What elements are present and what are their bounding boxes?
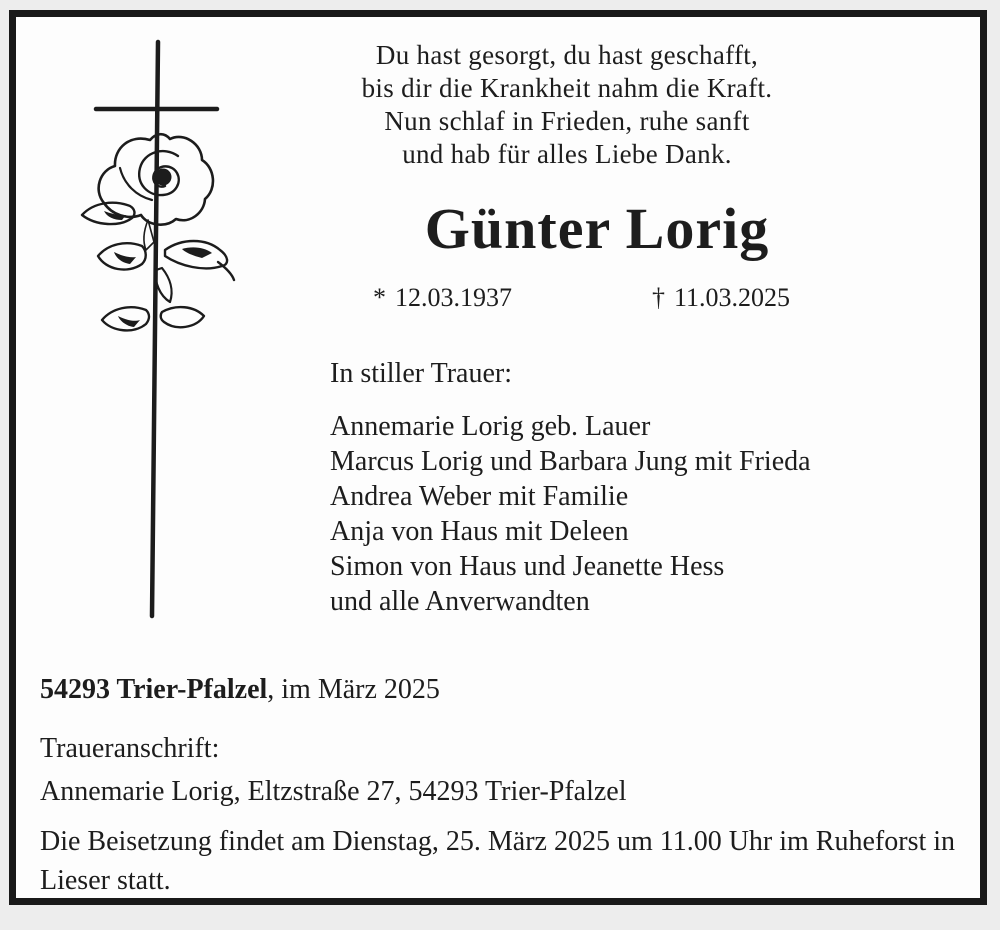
mourning-address-label: Traueranschrift: [40, 733, 220, 764]
birth-star-icon: * [373, 283, 386, 312]
verse-line: Du hast gesorgt, du hast geschafft, [375, 40, 759, 70]
notice-frame [9, 10, 987, 905]
mourners-list [330, 409, 811, 619]
mourning-address: Annemarie Lorig, Eltzstraße 27, 54293 Trier-Pfalzel [40, 776, 627, 807]
funeral-info: Die Beisetzung findet am Dienstag, 25. März 2025 um 11.00 Uhr im Ruheforst in Lieser statt. [40, 826, 956, 896]
mourning-intro: In stiller Trauer: [330, 358, 512, 389]
birth-date-value: 12.03.1937 [395, 283, 512, 312]
death-date [652, 283, 790, 313]
mourner-name: Marcus Lorig und Barbara Jung mit Frieda [330, 446, 811, 477]
death-cross-icon: † [652, 283, 665, 312]
mourner-name: Simon von Haus und Jeanette Hess [330, 551, 725, 582]
birth-date [373, 283, 512, 313]
deceased-name: Günter Lorig [424, 196, 770, 261]
place-month: , im März 2025 [267, 674, 440, 705]
mourner-name: Anja von Haus mit Deleen [330, 516, 629, 547]
verse-line: Nun schlaf in Frieden, ruhe sanft [384, 106, 750, 136]
memorial-verse [186, 39, 948, 171]
mourner-name: Annemarie Lorig geb. Lauer [330, 411, 651, 442]
place-name: 54293 Trier-Pfalzel [40, 674, 268, 705]
verse-line: und hab für alles Liebe Dank. [402, 139, 732, 169]
mourner-name: und alle Anverwandten [330, 586, 590, 617]
death-date-value: 11.03.2025 [674, 283, 791, 312]
verse-line: bis dir die Krankheit nahm die Kraft. [361, 73, 773, 103]
place-date-line [40, 673, 440, 707]
mourner-name: Andrea Weber mit Familie [330, 481, 629, 512]
